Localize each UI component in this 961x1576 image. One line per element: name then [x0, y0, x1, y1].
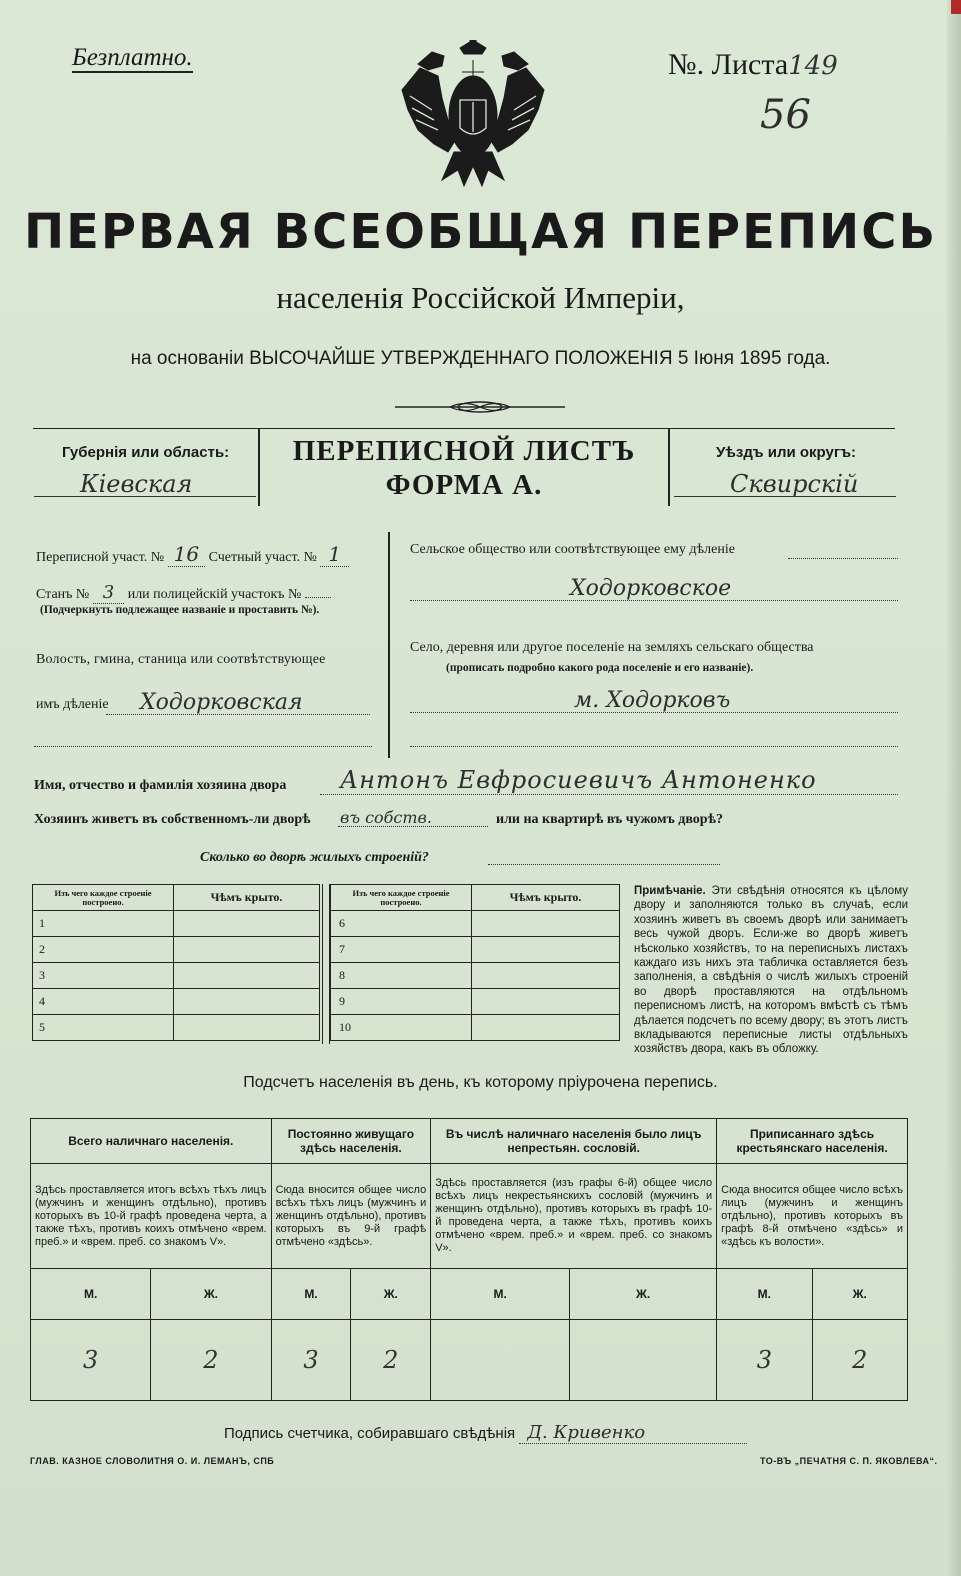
form-header-divider-right — [668, 428, 670, 506]
female-count: 2 — [351, 1320, 431, 1401]
male-count — [431, 1320, 570, 1401]
note-text: Эти свѣдѣнія относятся къ цѣлому двору и заполняются только въ случаѣ, если хозяинъ живетъ въ своемъ дворѣ или занимаетъ весь чужой дворъ. Если-же во дворѣ живетъ нѣсколько хозяйствъ, то на переписныхъ листахъ каждаго изъ нихъ эта табличка оставляется безъ заполненія, а свѣдѣнія о числѣ жилыхъ строеній во дворѣ проставляются на отдѣльномъ переписномъ листѣ, на которомъ вмѣстѣ съ тѣмъ дѣлается подсчетъ по всему двору; въ этотъ листъ вкладываются переписные листы отдѣльныхъ хозяйствъ двора, какъ въ обложку. — [634, 885, 908, 1056]
table-row-label: 9 — [331, 989, 472, 1015]
table-row-label: 7 — [331, 937, 472, 963]
stan-note: (Подчеркнуть подлежащее названіе и проставить №). — [40, 604, 320, 616]
stan-value: 3 — [93, 582, 124, 604]
group-header: Всего наличнаго населенія. — [31, 1119, 272, 1164]
buildings-table-right — [330, 884, 620, 1041]
col-material-header: Изъ чего каждое строеніе построено. — [33, 885, 174, 911]
table-row-label: 5 — [33, 1015, 174, 1041]
table-row-label: 10 — [331, 1015, 472, 1041]
owner-lives-label-2: или на квартирѣ въ чужомъ дворѣ? — [496, 812, 723, 827]
printer-imprint-right: ТО-ВЪ „ПЕЧАТНЯ С. П. ЯКОВЛЕВА“. — [760, 1456, 938, 1466]
form-title — [260, 434, 668, 502]
signature-value: Д. Кривенко — [519, 1422, 747, 1444]
sheet-number-label: №. Листа — [668, 48, 789, 81]
free-label: Безплатно. — [72, 44, 193, 71]
fields-divider — [388, 532, 390, 758]
col-material-header: Изъ чего каждое строеніе построено. — [331, 885, 472, 911]
table-row-label: 6 — [331, 911, 472, 937]
district-underline — [674, 496, 896, 497]
note-label: Примѣчаніе. — [634, 885, 706, 897]
group-description: Здѣсь проставляется итогъ всѣхъ тѣхъ лицъ (мужчинъ и женщинъ отдѣльно), противъ которыхъ въ 10-й графѣ проведена черта, а также тѣхъ, противъ коихъ отмѣчено «врем. преб.» и «врем. преб. со знакомъ V». — [31, 1164, 272, 1269]
group-description: Здѣсь проставляется (изъ графы 6-й) общее число всѣхъ лицъ некрестьянскихъ сословій (мужчинъ и женщинъ отдѣльно), противъ которыхъ въ графѣ 10-й проведена черта, а также тѣхъ, противъ коихъ отмѣчено «врем. преб.» и «врем. преб. со знакомъ V». — [431, 1164, 717, 1269]
group-description: Сюда вносится общее число всѣхъ лицъ (мужчинъ и женщинъ отдѣльно), противъ которыхъ въ графѣ 8-й отмѣчено «здѣсь» и «здѣсь къ волости». — [717, 1164, 908, 1269]
census-section-value: 16 — [168, 542, 205, 567]
female-count: 2 — [151, 1320, 271, 1401]
form-title-line-2: ФОРМА А. — [385, 469, 543, 501]
male-count: 3 — [31, 1320, 151, 1401]
volost-label: Волость, гмина, станица или соотвѣтствующее — [36, 652, 326, 667]
male-header: М. — [271, 1269, 351, 1320]
male-header: М. — [717, 1269, 812, 1320]
table-row-label: 3 — [33, 963, 174, 989]
volost-value: Ходорковская — [140, 690, 303, 715]
table-row-label: 2 — [33, 937, 174, 963]
signature-label: Подпись счетчика, собиравшаго свѣдѣнія — [224, 1425, 516, 1442]
village-note: (прописать подробно какого рода поселеніе и его названіе). — [446, 662, 754, 674]
stan-field: Станъ № 3 или полицейскій участокъ № — [36, 582, 331, 603]
province-label: Губернія или область: — [62, 444, 230, 461]
red-mark — [951, 0, 961, 14]
female-count: 2 — [812, 1320, 907, 1401]
table-row-label: 4 — [33, 989, 174, 1015]
male-count: 3 — [271, 1320, 351, 1401]
sheet-number — [668, 48, 838, 82]
female-header: Ж. — [151, 1269, 271, 1320]
female-count — [570, 1320, 717, 1401]
count-section-value: 1 — [320, 542, 349, 567]
sheet-number-2: 56 — [760, 92, 811, 138]
district-value: Сквирскій — [730, 470, 859, 498]
group-header: Постоянно живущаго здѣсь населенія. — [271, 1119, 431, 1164]
document-title: ПЕРВАЯ ВСЕОБЩАЯ ПЕРЕПИСЬ — [23, 204, 938, 260]
province-underline — [34, 496, 256, 497]
volost-label-2: имъ дѣленіе — [36, 697, 109, 712]
group-header: Въ числѣ наличнаго населенія было лицъ непрестьян. сословій. — [431, 1119, 717, 1164]
double-headed-eagle-emblem — [398, 40, 548, 188]
owner-lives-value: въ собств. — [340, 808, 432, 827]
female-header: Ж. — [570, 1269, 717, 1320]
form-title-line-1: ПЕРЕПИСНОЙ ЛИСТЪ — [292, 435, 636, 467]
male-header: М. — [431, 1269, 570, 1320]
legal-basis: на основаніи ВЫСОЧАЙШЕ УТВЕРЖДЕННАГО ПОЛОЖЕНІЯ 5 Іюня 1895 года. — [130, 348, 831, 369]
table-row-label: 1 — [33, 911, 174, 937]
village-value: м. Ходорковъ — [574, 688, 731, 713]
owner-name-value: Антонъ Евфросиевичъ Антоненко — [340, 766, 817, 794]
province-value: Кіевская — [80, 470, 193, 498]
village-label: Село, деревня или другое поселеніе на земляхъ сельскаго общества — [410, 640, 814, 655]
female-header: Ж. — [351, 1269, 431, 1320]
ornament-divider — [395, 398, 565, 416]
census-section-field: Переписной участ. № 16 Счетный участ. № 1 — [36, 542, 349, 566]
society-value: Ходорковское — [570, 576, 732, 601]
male-count: 3 — [717, 1320, 812, 1401]
male-header: М. — [31, 1269, 151, 1320]
document-subtitle: населенія Россійской Имперіи, — [276, 280, 685, 315]
signature-field — [224, 1422, 747, 1444]
col-roof-header: Чѣмъ крыто. — [174, 885, 320, 911]
table-separator — [322, 884, 330, 1044]
population-table — [30, 1118, 908, 1401]
table-row-label: 8 — [331, 963, 472, 989]
buildings-table-left — [32, 884, 320, 1041]
owner-lives-label: Хозяинъ живетъ въ собственномъ-ли дворѣ — [34, 812, 311, 827]
note-block — [634, 884, 908, 1057]
col-roof-header: Чѣмъ крыто. — [472, 885, 620, 911]
district-label: Уѣздъ или округъ: — [716, 444, 857, 461]
society-label: Сельское общество или соотвѣтствующее ему дѣленіе — [410, 542, 735, 557]
female-header: Ж. — [812, 1269, 907, 1320]
sheet-number-value: 149 — [788, 51, 838, 81]
printer-imprint-left: ГЛАВ. КАЗНОЕ СЛОВОЛИТНЯ О. И. ЛЕМАНЪ, СПБ — [30, 1456, 275, 1466]
group-header: Приписаннаго здѣсь крестьянскаго населенія. — [717, 1119, 908, 1164]
owner-name-label: Имя, отчество и фамилія хозяина двора — [34, 778, 287, 793]
buildings-question: Сколько во дворѣ жилыхъ строеній? — [200, 850, 429, 865]
population-title: Подсчетъ населенія въ день, къ которому пріурочена перепись. — [243, 1074, 718, 1091]
group-description: Сюда вносится общее число всѣхъ тѣхъ лицъ (мужчинъ и женщинъ отдѣльно), противъ которыхъ въ 9-й графѣ отмѣчено «здѣсь». — [271, 1164, 431, 1269]
